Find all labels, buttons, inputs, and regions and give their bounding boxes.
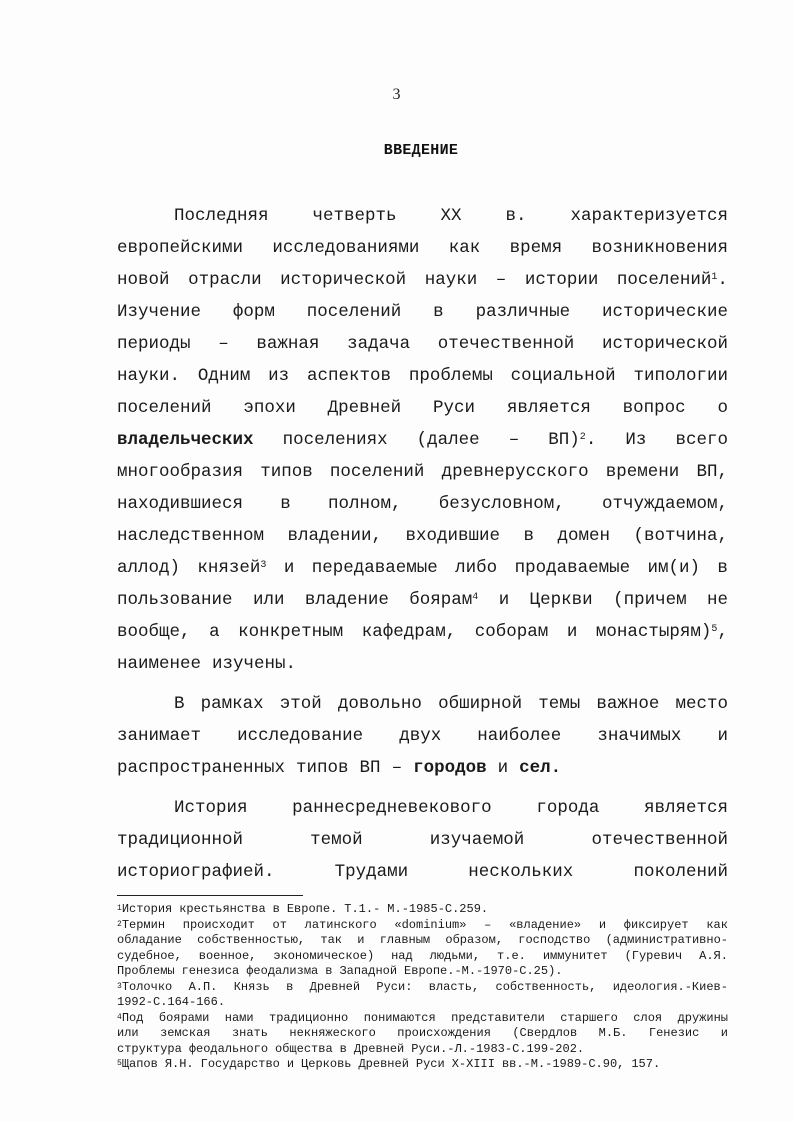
word: либо — [455, 558, 498, 578]
word: $^5$Щапов — [117, 1057, 158, 1071]
word: т.е. — [497, 948, 526, 963]
word: Руси: — [376, 979, 413, 994]
word: генезиса — [181, 964, 240, 978]
word: всего — [675, 430, 728, 450]
word: $^4$Под — [117, 1010, 144, 1025]
footnote-line — [117, 1011, 728, 1027]
word: идеология.-Киев- — [612, 979, 728, 994]
word: характеризуется — [570, 206, 728, 226]
word: (причем — [613, 590, 687, 610]
word: ВП)$^2$. — [548, 430, 597, 450]
footnote-line — [117, 995, 728, 1011]
word: место — [675, 694, 728, 714]
word: ВП, — [696, 462, 728, 482]
text-line — [117, 824, 728, 856]
word: А.П. — [188, 979, 218, 994]
text-line — [117, 520, 728, 552]
word: М.-1985-С.259. — [387, 902, 489, 916]
text-line — [117, 648, 728, 680]
word: 1992-С.164-166. — [117, 995, 226, 1009]
word: находившиеся — [117, 494, 244, 514]
word: Из — [625, 430, 647, 450]
footnote-line — [117, 918, 728, 934]
word: и — [566, 622, 578, 642]
text-line — [117, 720, 728, 752]
word: собственностью, — [197, 933, 306, 947]
word: изучены. — [212, 654, 297, 674]
word: от — [272, 917, 287, 932]
word: четверть — [312, 206, 397, 226]
word: сел. — [519, 758, 562, 778]
word: науки — [424, 270, 478, 290]
word: науки. — [117, 366, 181, 386]
word: Церкви — [529, 590, 593, 610]
word: поколений — [633, 862, 728, 882]
word: Церковь — [301, 1057, 352, 1071]
footnote-line — [117, 902, 728, 918]
word: структура — [117, 1041, 182, 1056]
text-line — [117, 616, 728, 648]
word: Руси — [432, 398, 475, 418]
word: темы — [538, 694, 581, 714]
word: а — [209, 622, 220, 642]
word: продаваемые — [514, 558, 631, 578]
word: (Свердлов — [512, 1026, 578, 1040]
word: собственность, — [495, 979, 597, 994]
word: поселений$^1$. — [616, 270, 728, 290]
word: Генезис — [648, 1026, 700, 1040]
word: нами — [224, 1010, 254, 1025]
page-number: 3 — [392, 86, 401, 103]
word: распространенных — [117, 758, 286, 778]
text-line — [117, 792, 728, 824]
word: так — [320, 933, 342, 947]
footnote-line — [117, 980, 728, 996]
word: знать — [231, 1026, 268, 1040]
word: над — [391, 948, 413, 963]
word: историографией. — [117, 862, 275, 882]
word: довольно — [337, 694, 422, 714]
word: изучаемой — [429, 830, 525, 850]
word: и — [286, 1057, 295, 1071]
word: обширной — [438, 694, 523, 714]
word: в. — [505, 206, 527, 226]
word: История — [174, 798, 248, 818]
word: дружины — [677, 1010, 728, 1025]
word: поселений — [306, 302, 402, 322]
word: поселений — [117, 398, 212, 418]
word: домен — [557, 526, 610, 546]
word: владение — [304, 590, 389, 610]
word: эпохи — [243, 398, 296, 418]
word: типов — [296, 758, 349, 778]
word: в — [433, 302, 444, 322]
body-text — [117, 200, 728, 888]
footnote-line — [117, 1026, 728, 1042]
word: исследованиями — [272, 238, 420, 258]
word: аллод) — [117, 558, 181, 578]
word: входившие — [405, 526, 500, 546]
text-line — [117, 392, 728, 424]
word: наиболее — [477, 726, 562, 746]
text-line — [117, 200, 728, 232]
word: отечественной — [591, 830, 728, 850]
word: – — [218, 334, 229, 354]
word: задача — [347, 334, 411, 354]
word: В — [174, 694, 185, 714]
paragraph-gap — [117, 784, 728, 792]
word: отечественной — [437, 334, 575, 354]
word: является — [506, 398, 591, 418]
word: Европе. — [286, 902, 338, 916]
footnote-line — [117, 949, 728, 965]
word: типологии — [633, 366, 728, 386]
footnotes — [117, 902, 728, 1073]
word: – — [391, 758, 403, 778]
word: XX — [440, 206, 462, 226]
word: отчуждаемом, — [601, 494, 728, 514]
word: (административно- — [605, 933, 728, 947]
word: боярам$^4$ — [409, 590, 479, 610]
word: не — [706, 590, 728, 610]
word: в — [286, 979, 294, 994]
text-line — [117, 456, 728, 488]
word: европейскими — [117, 238, 244, 258]
word: значимых — [597, 726, 682, 746]
word: конкретным — [238, 622, 344, 642]
word: судебное, — [117, 948, 182, 963]
word: в — [280, 494, 291, 514]
word: экономическое) — [273, 948, 375, 963]
word: Древней — [358, 1057, 409, 1071]
word: двух — [399, 726, 442, 746]
word: многообразия — [117, 462, 244, 482]
word: исторической — [280, 270, 407, 290]
word: некняжеского — [289, 1026, 376, 1040]
word: поселений — [329, 462, 425, 482]
word: ВП — [359, 758, 381, 778]
word: Руси — [415, 1057, 445, 1071]
text-line — [117, 488, 728, 520]
word: и — [497, 758, 509, 778]
word: главным — [379, 933, 431, 947]
word: – — [495, 270, 507, 290]
text-line — [117, 360, 728, 392]
word: древнерусского — [441, 462, 589, 482]
word: власть, — [428, 979, 480, 994]
footnote-separator — [117, 895, 303, 896]
word: наименее — [117, 654, 202, 674]
word: Одним — [197, 366, 251, 386]
word: города — [536, 798, 600, 818]
word: фиксирует — [623, 917, 689, 932]
word: и — [357, 933, 365, 947]
word: владении, — [287, 526, 383, 546]
word: темой — [310, 830, 363, 850]
text-line — [117, 328, 728, 360]
word: о — [717, 398, 728, 418]
word: людьми, — [429, 948, 481, 963]
word: и — [717, 726, 728, 746]
word: и — [283, 558, 295, 578]
word: феодального — [188, 1041, 269, 1056]
word: «владение» — [509, 917, 582, 932]
word: в — [325, 964, 333, 978]
word: $^1$История — [117, 902, 173, 916]
word: социальной — [510, 366, 616, 386]
word: в — [717, 558, 728, 578]
word: важное — [596, 694, 660, 714]
word: как — [706, 917, 728, 932]
word: и — [598, 917, 607, 932]
word: традиционной — [117, 830, 244, 850]
word: земская — [160, 1026, 211, 1040]
word: форм — [232, 302, 275, 322]
word: – — [484, 917, 492, 932]
word: слоя — [633, 1010, 663, 1025]
word: важная — [256, 334, 320, 354]
footnote-line — [117, 964, 728, 980]
word: М.Б. — [598, 1026, 628, 1040]
word: времени — [605, 462, 680, 482]
word: 157. — [631, 1057, 661, 1071]
word: представители — [451, 1010, 545, 1025]
word: происходит — [182, 917, 255, 932]
word: городов — [413, 758, 487, 778]
word: понимаются — [363, 1010, 436, 1025]
word: (Гуревич — [624, 948, 683, 963]
word: поселениях — [282, 430, 388, 450]
word: рамках — [200, 694, 264, 714]
word: Древней — [353, 1041, 405, 1056]
word: Я.Н. — [164, 1057, 194, 1071]
word: и — [720, 1026, 728, 1040]
text-line — [117, 584, 728, 616]
word: Трудами — [334, 862, 409, 882]
word: Руси.-Л.-1983-С.199-202. — [411, 1041, 585, 1056]
word: Древней — [309, 979, 361, 994]
word: раннесредневекового — [292, 798, 492, 818]
word: различные — [475, 302, 571, 322]
word: новой — [117, 270, 170, 290]
paragraph-gap — [117, 680, 728, 688]
text-line — [117, 752, 728, 784]
word: «dominium» — [394, 917, 467, 932]
word: исследование — [237, 726, 364, 746]
word: военное, — [198, 948, 257, 963]
word: (далее — [416, 430, 480, 450]
word: занимает — [117, 726, 202, 746]
word: нескольких — [468, 862, 574, 882]
word: Князь — [233, 979, 270, 994]
word: наследственном — [117, 526, 265, 546]
word: иммунитет — [542, 948, 608, 963]
word: в — [272, 902, 280, 916]
word: князей$^3$ — [197, 558, 267, 578]
word: вв.-М.-1989-С.90, — [501, 1057, 625, 1071]
word: X-XIII — [451, 1057, 495, 1071]
word: $^3$Толочко — [117, 979, 173, 994]
word: обладание — [117, 933, 182, 947]
text-line — [117, 232, 728, 264]
word: является — [643, 798, 728, 818]
word: латинского — [304, 917, 377, 932]
footnote-line — [117, 933, 728, 949]
word: отрасли — [188, 270, 262, 290]
word: исторической — [601, 334, 728, 354]
word: в — [523, 526, 534, 546]
word: полном, — [327, 494, 402, 514]
word: Западной — [339, 964, 398, 978]
word: Изучение — [117, 302, 202, 322]
word: в — [339, 1041, 347, 1056]
word: старшего — [560, 1010, 618, 1025]
word: Европе.-М.-1970-С.25). — [404, 964, 563, 978]
word: и — [498, 590, 510, 610]
text-line — [117, 688, 728, 720]
text-line — [117, 264, 728, 296]
word: происхождения — [397, 1026, 491, 1040]
word: Государство — [200, 1057, 280, 1071]
word: передаваемые — [311, 558, 438, 578]
word: безусловном, — [438, 494, 565, 514]
word: этой — [279, 694, 322, 714]
word: проблемы — [408, 366, 493, 386]
footnote-line — [117, 1042, 728, 1058]
word: монастырям)$^5$, — [595, 622, 728, 642]
word: общества — [275, 1041, 333, 1056]
word: аспектов — [306, 366, 391, 386]
word: Последняя — [174, 206, 269, 226]
text-line — [117, 552, 728, 584]
word: типов — [260, 462, 313, 482]
word: пользование — [117, 590, 233, 610]
word: образом, — [445, 933, 504, 947]
word: соборам — [474, 622, 549, 642]
footnote-line — [117, 1057, 728, 1073]
text-line — [117, 296, 728, 328]
word: им(и) — [647, 558, 700, 578]
word: время — [509, 238, 563, 258]
word: из — [268, 366, 290, 386]
word: истории — [524, 270, 599, 290]
word: возникновения — [591, 238, 728, 258]
word: крестьянства — [179, 902, 266, 916]
word: – — [508, 430, 520, 450]
word: $^2$Термин — [117, 917, 166, 932]
word: исторические — [601, 302, 728, 322]
word: феодализма — [246, 964, 319, 978]
word: или — [117, 1026, 139, 1040]
word: (вотчина, — [633, 526, 728, 546]
word: Древней — [327, 398, 402, 418]
word: А.Я. — [699, 948, 728, 963]
word: Проблемы — [117, 964, 175, 978]
section-heading: ВВЕДЕНИЕ — [383, 142, 459, 159]
text-line — [117, 856, 728, 888]
word: Т.1.- — [344, 902, 381, 916]
text-line — [117, 424, 728, 456]
word: кафедрам, — [361, 622, 457, 642]
word: господство — [518, 933, 591, 947]
word: традиционно — [269, 1010, 349, 1025]
word: как — [448, 238, 481, 258]
word: вопрос — [622, 398, 686, 418]
word: или — [252, 590, 285, 610]
word: вообще, — [117, 622, 191, 642]
word: боярами — [158, 1010, 210, 1025]
word: владельческих — [117, 430, 254, 450]
word: периоды — [117, 334, 191, 354]
